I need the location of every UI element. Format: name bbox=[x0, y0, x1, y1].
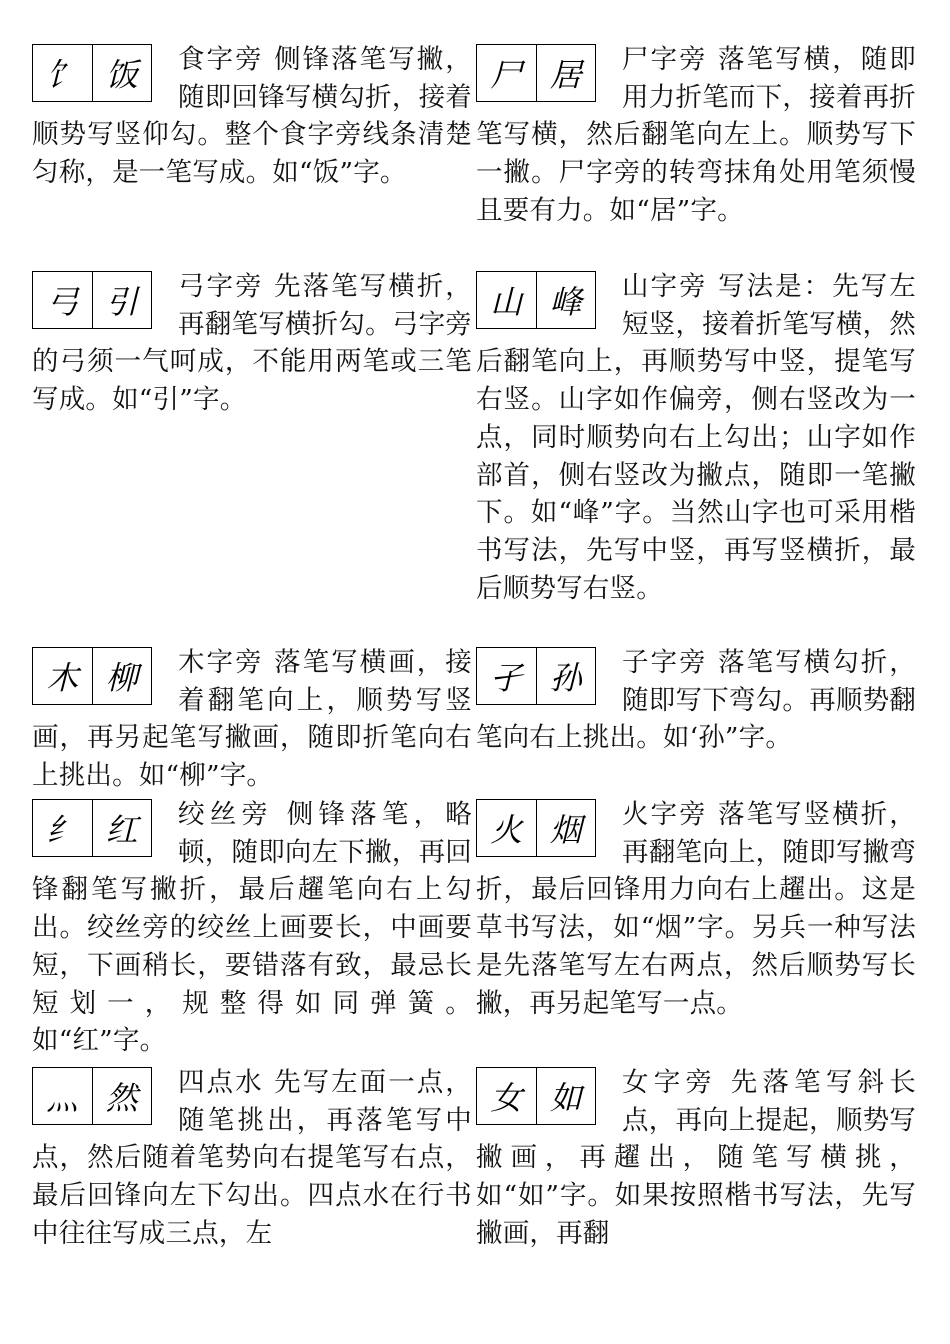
entry-description: 弓字旁 先落笔写横折，再翻笔写横折勾。弓字旁的弓须一气呵成，不能用两笔或三笔写成。如“引”字。 bbox=[32, 271, 472, 416]
entry-description: 火字旁 落笔写竖横折，再翻笔向上，随即写撇弯折，最后回锋用力向右上趯出。这是草书写法，如“烟”字。另兵一种写法是先落笔写左右两点，然后顺势写长撇，再另起笔写一点。 bbox=[476, 799, 916, 1019]
calligraphy-sample-box bbox=[476, 647, 596, 705]
entry-mu-radical bbox=[32, 644, 472, 795]
radical-glyph: 火 bbox=[490, 811, 523, 849]
calligraphy-sample-box bbox=[32, 799, 152, 857]
entry-sidianshui-radical bbox=[32, 1064, 472, 1253]
radical-glyph: 木 bbox=[46, 659, 79, 697]
entry-zi-radical bbox=[476, 644, 916, 757]
entry-description: 尸字旁 落笔写横，随即用力折笔而下，接着再折笔写横，然后翻笔向左上。顺势写下一撇。尸字旁的转弯抹角处用笔须慢且要有力。如“居”字。 bbox=[476, 44, 916, 226]
example-glyph: 孙 bbox=[536, 648, 596, 704]
entry-description: 四点水 先写左面一点，随笔挑出，再落笔写中点，然后随着笔势向右提笔写右点，最后回锋向左下勾出。四点水在行书中往往写成三点，左 bbox=[32, 1067, 472, 1249]
entry-description: 木字旁 落笔写横画，接着翻笔向上，顺势写竖画，再另起笔写撇画，随即折笔向右上挑出。如“柳”字。 bbox=[32, 647, 472, 792]
entry-shi-radical bbox=[32, 41, 472, 192]
calligraphy-sample-box bbox=[476, 799, 596, 857]
entry-nv-radical bbox=[476, 1064, 916, 1253]
entry-shan-radical bbox=[476, 268, 916, 607]
radical-glyph: 女 bbox=[490, 1079, 523, 1117]
radical-glyph: 纟 bbox=[46, 811, 79, 849]
entry-huo-radical bbox=[476, 796, 916, 1022]
radical-glyph: 灬 bbox=[46, 1079, 79, 1117]
example-glyph: 引 bbox=[92, 272, 152, 328]
example-glyph: 烟 bbox=[536, 800, 596, 856]
calligraphy-sample-box bbox=[476, 44, 596, 102]
entry-description: 女字旁 先落笔写斜长点，再向上提起，顺势写撇画，再趯出，随笔写横挑，如“如”字。如果按照楷书写法，先写撇画，再翻 bbox=[476, 1067, 916, 1249]
calligraphy-sample-box bbox=[32, 1067, 152, 1125]
calligraphy-sample-box bbox=[32, 44, 152, 102]
entry-shi-corpse-radical bbox=[476, 41, 916, 230]
radical-glyph: 山 bbox=[490, 283, 523, 321]
radical-glyph: 弓 bbox=[46, 283, 79, 321]
example-glyph: 饭 bbox=[92, 45, 152, 101]
example-glyph: 红 bbox=[92, 800, 152, 856]
entry-jiaosi-radical bbox=[32, 796, 472, 1060]
calligraphy-sample-box bbox=[476, 271, 596, 329]
radical-glyph: 饣 bbox=[46, 56, 79, 94]
example-glyph: 如 bbox=[536, 1068, 596, 1124]
entry-description: 子字旁 落笔写横勾折，随即写下弯勾。再顺势翻笔向右上挑出。如‘孙”字。 bbox=[476, 647, 916, 754]
calligraphy-sample-box bbox=[32, 647, 152, 705]
calligraphy-sample-box bbox=[476, 1067, 596, 1125]
calligraphy-sample-box bbox=[32, 271, 152, 329]
entry-description: 绞丝旁 侧锋落笔，略顿，随即向左下撇，再回锋翻笔写撇折，最后趯笔向右上勾出。绞丝旁的绞丝上画要长，中画要短，下画稍长，要错落有致，最忌长短划一，规整得如同弹簧。如“红”字。 bbox=[32, 799, 472, 1057]
example-glyph: 居 bbox=[536, 45, 596, 101]
example-glyph: 柳 bbox=[92, 648, 152, 704]
entry-gong-radical bbox=[32, 268, 472, 419]
example-glyph: 然 bbox=[92, 1068, 152, 1124]
entry-description: 山字旁 写法是：先写左短竖，接着折笔写横，然后翻笔向上，再顺势写中竖，提笔写右竖。山字如作偏旁，侧右竖改为一点，同时顺势向右上勾出；山字如作部首，侧右竖改为撇点，随即一笔撇下。如“峰”字。当然山字也可采用楷书写法，先写中竖，再写竖横折，最后顺势写右竖。 bbox=[476, 271, 916, 604]
example-glyph: 峰 bbox=[536, 272, 596, 328]
radical-glyph: 尸 bbox=[490, 56, 523, 94]
radical-glyph: 孑 bbox=[490, 659, 523, 697]
entry-description: 食字旁 侧锋落笔写撇，随即回锋写横勾折，接着顺势写竖仰勾。整个食字旁线条清楚匀称，是一笔写成。如“饭”字。 bbox=[32, 44, 472, 189]
